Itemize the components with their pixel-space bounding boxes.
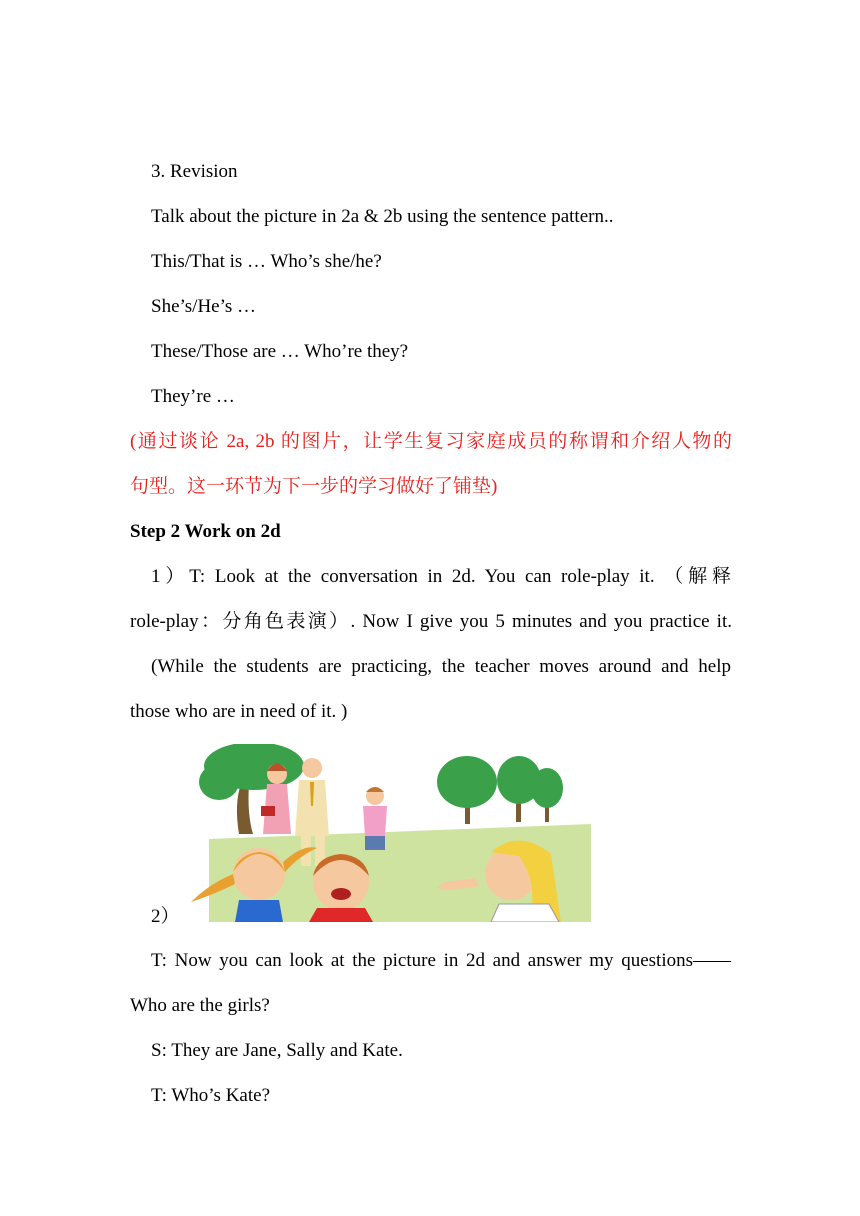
pattern-1: This/That is … Who’s she/he? [151,251,382,272]
item2-label: 2） [151,906,180,927]
item1-line-2: role-play：分角色表演）. Now I give you 5 minutes and you practice it. [130,611,732,632]
teacher-question-1: T: Now you can look at the picture in 2d and answer my questions—— [151,950,731,971]
pattern-2: She’s/He’s … [151,296,257,317]
section-title: 3. Revision [151,161,238,182]
item1-line-1: 1）T: Look at the conversation in 2d. You can role-play it. （解释 [151,566,731,587]
item1-line-4: those who are in need of it. ) [130,701,348,722]
note-line-1: (通过谈论 2a, 2b 的图片，让学生复习家庭成员的称谓和介绍人物的 [130,431,732,452]
revision-intro: Talk about the picture in 2a & 2b using the sentence pattern.. [151,206,614,227]
note-line-2: 句型。这一环节为下一步的学习做好了铺垫) [130,476,498,497]
step-heading: Step 2 Work on 2d [130,521,281,542]
park-family-illustration [179,744,591,922]
item1-line-3: (While the students are practicing, the teacher moves around and help [151,656,731,677]
teacher-question-1-cont: Who are the girls? [130,995,270,1016]
student-answer-1: S: They are Jane, Sally and Kate. [151,1040,403,1061]
teacher-question-2: T: Who’s Kate? [151,1085,271,1106]
pattern-4: They’re … [151,386,235,407]
pattern-3: These/Those are … Who’re they? [151,341,409,362]
